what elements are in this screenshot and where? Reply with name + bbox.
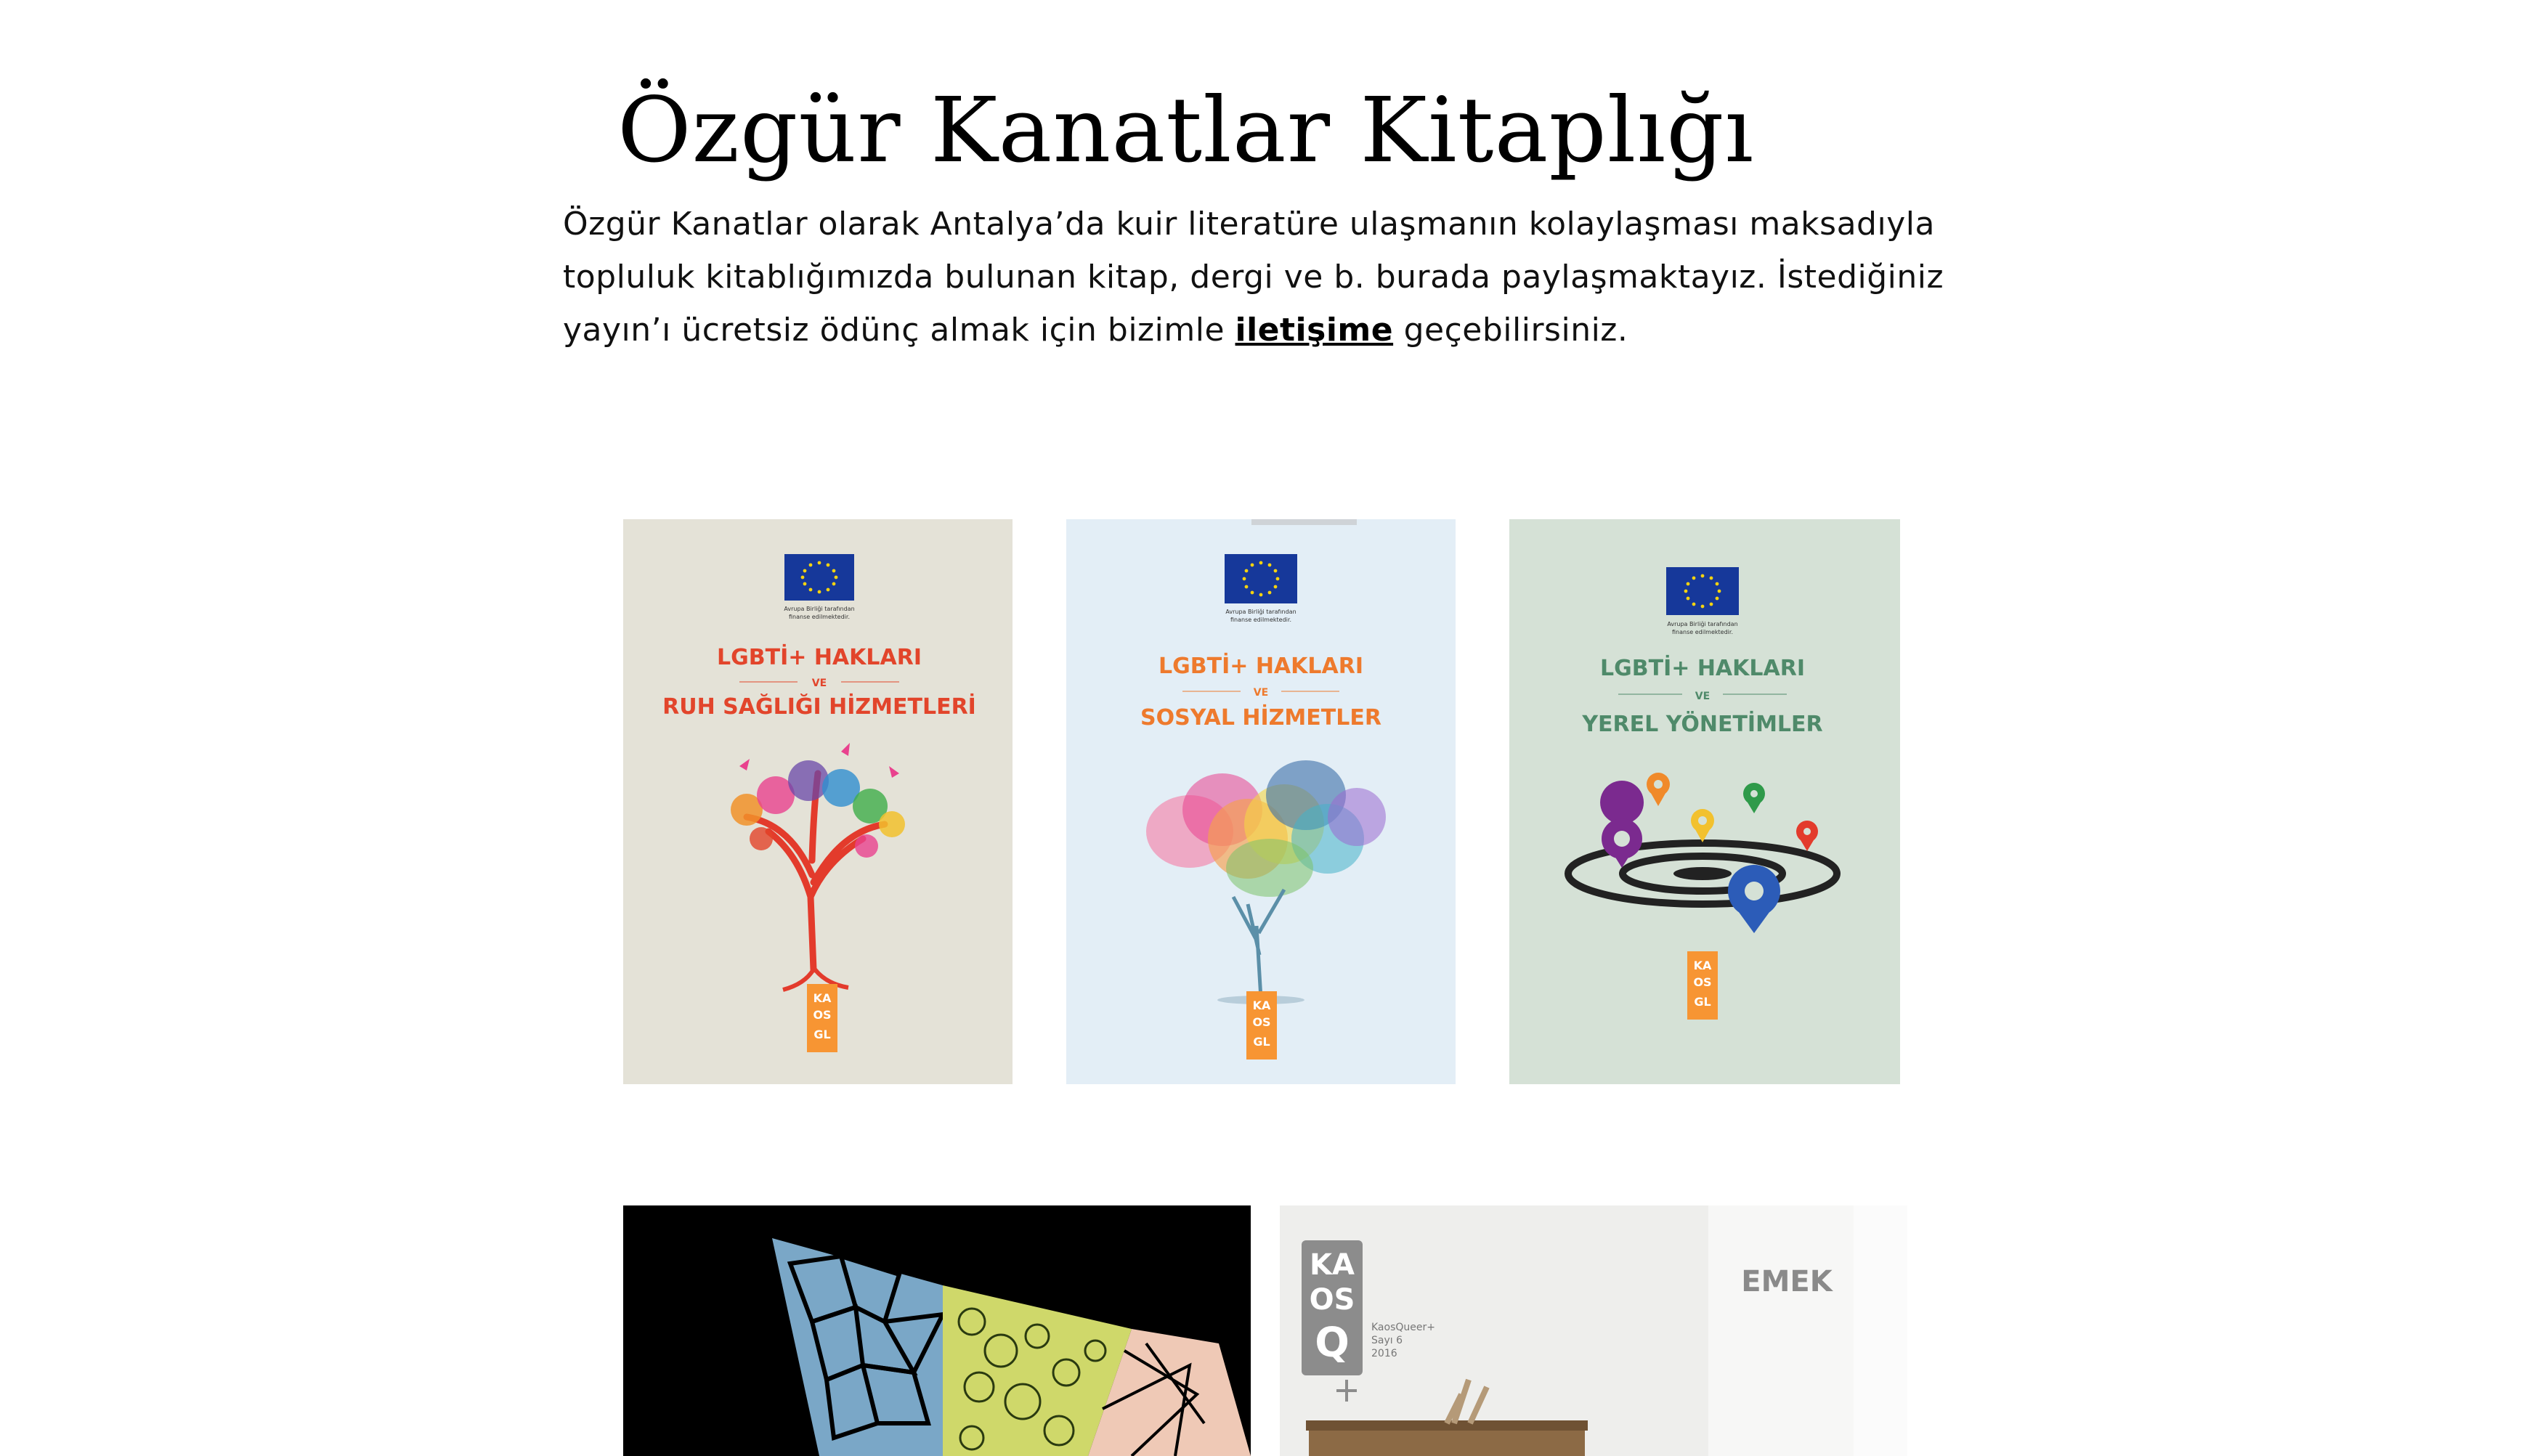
magazine-cover-kaosqueer[interactable] [1280, 1205, 1907, 1456]
intro-text: Özgür Kanatlar olarak Antalya’da kuir literatüre ulaşmanın kolaylaşması maksadıyla topluluk kitablığımızda bulunan kitap, dergi ve b. burada paylaşmaktayız. İstediğiniz yayın’ı ücretsiz ödünç almak için bizimle [563, 206, 1944, 349]
book-title-line-2: SOSYAL HİZMETLER [1140, 705, 1381, 731]
logo-line-2: OS [1309, 1283, 1355, 1317]
logo-line-1: KA [1252, 999, 1271, 1012]
eu-caption-1: Avrupa Birliği tarafından [784, 606, 855, 612]
intro-paragraph [563, 198, 1957, 357]
book-title-mid: VE [1253, 687, 1269, 699]
logo-line-1: KA [1310, 1248, 1355, 1282]
logo-line-3: GL [1694, 995, 1711, 1009]
book-title-line-2: YEREL YÖNETİMLER [1582, 712, 1823, 737]
magazine-cover-mosaic[interactable] [623, 1205, 1251, 1456]
kaos-gl-logo [1687, 951, 1718, 1020]
magazine-subtitle-1: KaosQueer+ [1371, 1322, 1435, 1333]
eu-caption-1: Avrupa Birliği tarafından [1667, 621, 1738, 627]
book-title-line-1: LGBTİ+ HAKLARI [1600, 656, 1805, 681]
contact-link[interactable]: iletişime [1235, 312, 1394, 349]
logo-line-3: GL [1253, 1035, 1270, 1049]
logo-line-2: OS [813, 1008, 832, 1022]
page-title: Özgür Kanatlar Kitaplığı [617, 78, 1755, 184]
eu-flag-icon [1225, 554, 1297, 603]
book-title-line-1: LGBTİ+ HAKLARI [717, 645, 922, 670]
eu-caption-2: finanse edilmektedir. [789, 614, 850, 620]
eu-flag-icon [784, 554, 854, 601]
book-title-mid: VE [1695, 691, 1711, 702]
book-title-mid: VE [811, 678, 827, 689]
kaos-gl-logo [807, 984, 837, 1052]
book-cover-yerel-yonetimler[interactable] [1509, 519, 1900, 1084]
logo-line-2: OS [1252, 1015, 1271, 1029]
magazine-subtitle-3: 2016 [1371, 1348, 1397, 1359]
book-title-line-1: LGBTİ+ HAKLARI [1158, 654, 1363, 679]
intro-text-end: geçebilirsiniz. [1393, 312, 1628, 349]
book-title-line-2: RUH SAĞLIĞI HİZMETLERİ [662, 694, 976, 720]
eu-caption-2: finanse edilmektedir. [1672, 629, 1733, 635]
logo-line-3: Q [1315, 1319, 1350, 1367]
book-cover-sosyal-hizmetler[interactable] [1066, 519, 1456, 1084]
eu-flag-icon [1666, 567, 1739, 615]
logo-line-1: KA [813, 991, 832, 1005]
eu-caption-1: Avrupa Birliği tarafından [1225, 609, 1297, 615]
logo-line-1: KA [1693, 959, 1712, 972]
magazine-subtitle-2: Sayı 6 [1371, 1335, 1403, 1346]
logo-line-3: GL [813, 1028, 831, 1041]
magazine-theme: EMEK [1741, 1265, 1833, 1298]
logo-line-2: OS [1693, 975, 1712, 989]
kaos-gl-logo [1246, 991, 1277, 1060]
book-cover-ruh-sagligi[interactable] [623, 519, 1013, 1084]
eu-caption-2: finanse edilmektedir. [1230, 617, 1291, 623]
